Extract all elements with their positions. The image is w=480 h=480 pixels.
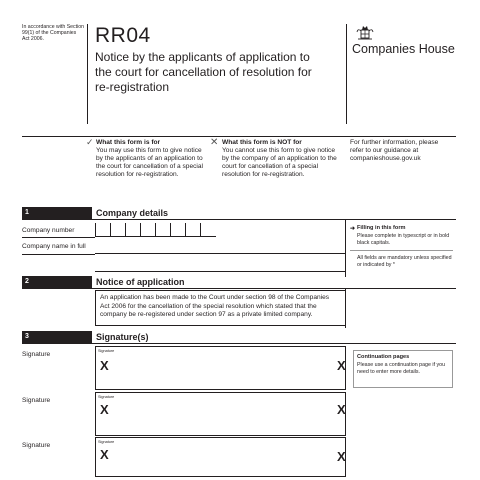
arrow-right-icon: ➜ bbox=[350, 226, 356, 232]
help-rule bbox=[350, 250, 453, 251]
intro-not-for-title: What this form is NOT for bbox=[222, 139, 302, 146]
form-code: RR04 bbox=[95, 24, 151, 47]
notice-box bbox=[95, 290, 346, 326]
signature-2-start-mark: X bbox=[100, 402, 109, 417]
signature-1-end-mark: X bbox=[337, 358, 346, 373]
continuation-text: Please use a continuation page if you need to enter more details. bbox=[357, 362, 446, 375]
section-2-rule bbox=[22, 288, 456, 289]
company-name-row-rule bbox=[22, 254, 95, 255]
signature-1-box[interactable] bbox=[95, 346, 346, 390]
signature-1-start-mark: X bbox=[100, 358, 109, 373]
signature-1-label: Signature bbox=[22, 351, 51, 358]
check-icon: ✓ bbox=[86, 137, 94, 147]
company-number-row-rule bbox=[22, 237, 95, 238]
section-2-title: Notice of application bbox=[96, 277, 185, 287]
form-title: Notice by the applicants of application to the court for cancellation of resolution for re-registration bbox=[95, 50, 312, 94]
continuation-box bbox=[353, 350, 453, 388]
signature-3-start-mark: X bbox=[100, 447, 109, 462]
brand-divider bbox=[346, 24, 347, 124]
help-text: Please complete in typescript or in bold black capitals. bbox=[357, 233, 450, 246]
signature-3-box[interactable] bbox=[95, 437, 346, 477]
signature-2-box-label: Signature bbox=[98, 395, 115, 399]
notice-text: An application has been made to the Court under section 98 of the Companies Act 2006 for the cancellation of the special resolution which stated that the company be re-registered under section 97 as a private limited company. bbox=[100, 294, 330, 318]
cross-icon: ✕ bbox=[210, 137, 219, 148]
continuation-title: Continuation pages bbox=[357, 354, 410, 360]
royal-crest-icon bbox=[355, 24, 375, 41]
intro-not-for-text: You cannot use this form to give notice by the company of an application to the court for cancellation of a special resolution for re-registration. bbox=[222, 147, 337, 178]
company-name-field-2[interactable] bbox=[95, 257, 345, 272]
signature-1-box-label: Signature bbox=[98, 349, 115, 353]
help-text-2: All fields are mandatory unless specified or indicated by * bbox=[357, 255, 452, 268]
header-divider bbox=[87, 24, 88, 124]
help-title: Filling in this form bbox=[357, 225, 406, 231]
company-number-label: Company number bbox=[22, 227, 75, 234]
signature-2-label: Signature bbox=[22, 397, 51, 404]
signature-3-label: Signature bbox=[22, 442, 51, 449]
intro-for-text: You may use this form to give notice by the applicants of an application to the court for cancellation of a special resolution for re-registration. bbox=[96, 147, 204, 178]
section-3-rule bbox=[22, 343, 456, 344]
brand-name: Companies House bbox=[352, 42, 455, 56]
section-1-divider bbox=[345, 219, 346, 277]
section-1-title: Company details bbox=[96, 208, 169, 218]
signature-2-box[interactable] bbox=[95, 392, 346, 436]
intro-info-text: For further information, please refer to our guidance at companieshouse.gov.uk bbox=[350, 139, 439, 162]
company-name-field[interactable] bbox=[95, 239, 345, 254]
section-3-title: Signature(s) bbox=[96, 332, 149, 342]
signature-2-end-mark: X bbox=[337, 402, 346, 417]
section-3-number: 3 bbox=[22, 331, 92, 343]
section-1-number: 1 bbox=[22, 207, 92, 219]
signature-3-end-mark: X bbox=[337, 449, 346, 464]
company-name-label: Company name in full bbox=[22, 243, 86, 250]
section-2-number: 2 bbox=[22, 276, 92, 288]
company-number-field[interactable] bbox=[95, 223, 216, 237]
signature-3-box-label: Signature bbox=[98, 440, 115, 444]
legal-note: In accordance with Section 99(1) of the Companies Act 2006. bbox=[22, 24, 84, 43]
section-1-rule bbox=[22, 219, 456, 220]
section-2-divider bbox=[345, 288, 346, 328]
intro-for-title: What this form is for bbox=[96, 139, 161, 146]
